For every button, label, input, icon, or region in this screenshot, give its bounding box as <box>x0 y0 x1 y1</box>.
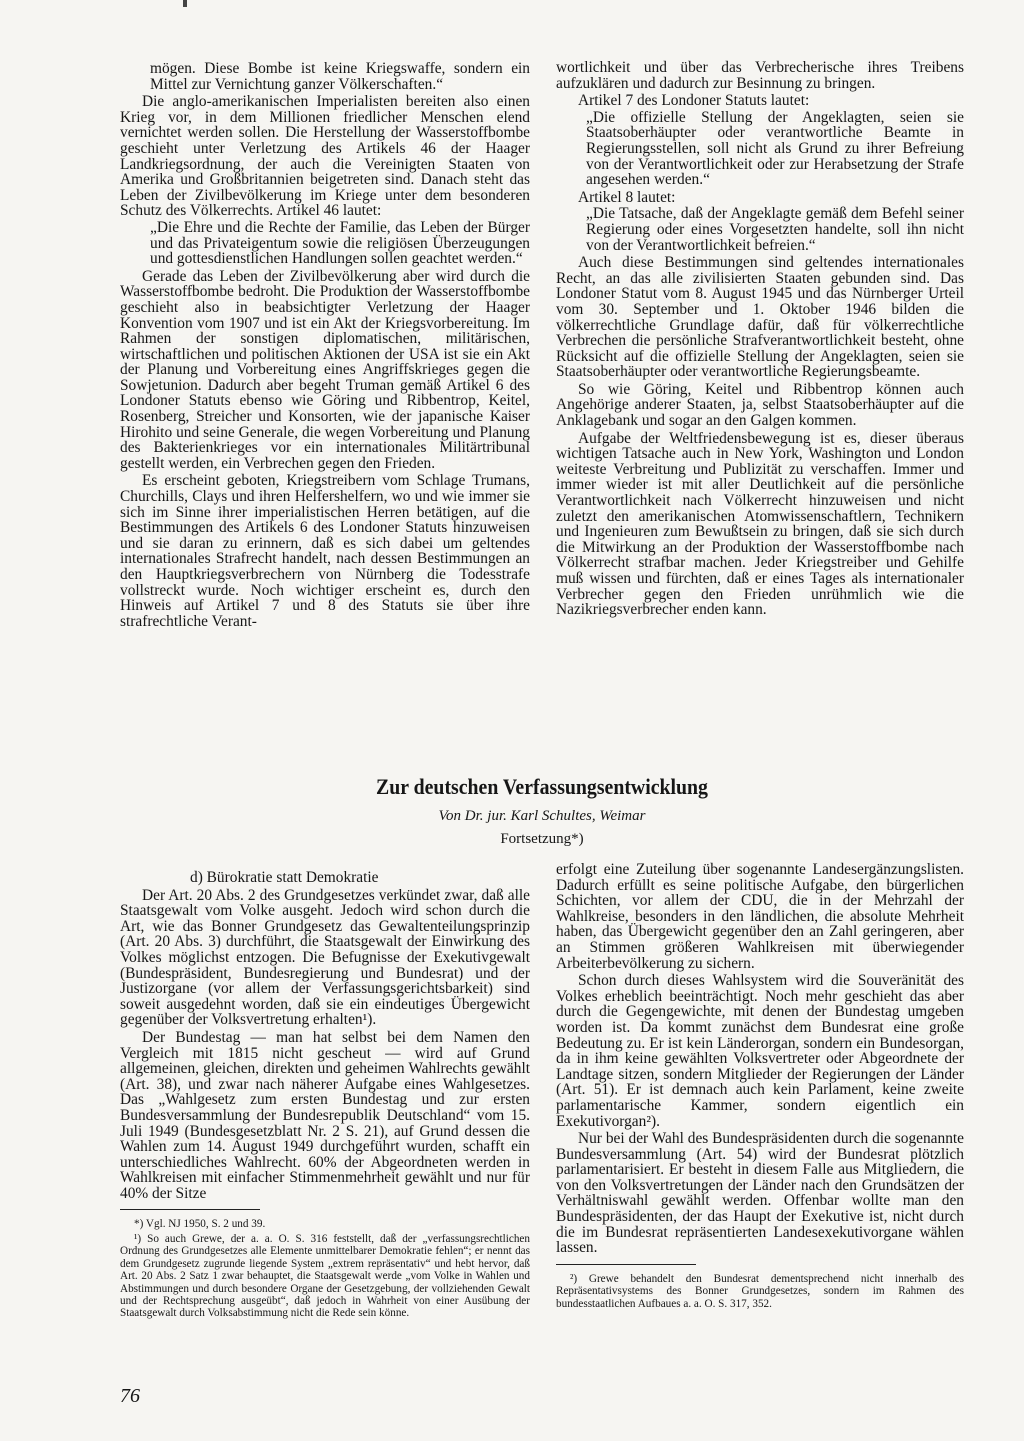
body-paragraph: Gerade das Leben der Zivilbevölkerung aber wird durch die Wasserstoffbombe bedroht. Die Produktion der Wasserstoffbombe geschieht also in beabsichtigter Verletzung der Haager Konvention vom 1907 und ist ein Akt der Kriegsvorbereitung. Im Rahmen der sonstigen diplomatischen, militärischen, wirtschaftlichen und politischen Aktionen der USA ist sie ein Akt der Planung und Vorbereitung eines Angriffskrieges gegen die Sowjetunion. Dadurch aber begeht Truman gemäß Artikel 6 des Londoner Statuts ebenso wie Göring und Ribbentrop, Keitel, Rosenberg, Streicher und Konsorten, wie der japanische Kaiser Hirohito und seine Generale, die wegen Vorbereitung und Planung des Bakterienkrieges vor ein internationales Militärtribunal gestellt werden, ein Verbrechen gegen den Frieden. <box>120 267 530 472</box>
quote-block: „Die Tatsache, daß der Angeklagte gemäß dem Befehl seiner Regierung oder eines Vorgesetzten handelte, soll ihn nicht von der Verantwortlichkeit befreien.“ <box>586 205 964 254</box>
article-title: Zur deutschen Verfassungsentwicklung <box>376 774 708 799</box>
continuation-note: Fortsetzung*) <box>500 831 584 847</box>
bottom-right-column <box>556 862 964 1310</box>
footnotes <box>556 1273 964 1310</box>
body-paragraph: Schon durch dieses Wahlsystem wird die Souveränität des Volkes erheblich beeinträchtigt. Noch mehr geschieht das aber durch die Gegengewichte, mit denen der Bundestag umgeben worden ist. Da kommt zunächst dem Bundesrat eine große Bedeutung zu. Er ist kein Länderorgan, sondern ein Bundesorgan, da in ihm keine gewählten Volksvertreter oder Abgeordnete der Landtage sitzen, sondern Mitglieder der Regierungen der Länder (Art. 51). Er ist demnach auch kein Parlament, keine zweite parlamentarische Kammer, sondern eigentlich ein Exekutivorgan²). <box>556 972 964 1130</box>
body-paragraph: Nur bei der Wahl des Bundespräsidenten durch die sogenannte Bundesversammlung (Art. 54) wird der Bundesrat plötzlich parlamentarisiert. Er besteht in diesem Falle aus Mitgliedern, die von den Volksvertretungen der Länder nach den Grundsätzen der Verhältniswahl gewählt werden. Offenbar wollte man den Bundespräsidenten, der das Haupt der Exekutive ist, nicht durch die im Bundesrat repräsentierten Landesexekutivorgane wählen lassen. <box>556 1130 964 1257</box>
footnote: *) Vgl. NJ 1950, S. 2 und 39. <box>134 1218 266 1231</box>
section-subheading: d) Bürokratie statt Demokratie <box>190 869 379 886</box>
page-number: 76 <box>120 1385 140 1407</box>
article-byline: Von Dr. jur. Karl Schultes, Weimar <box>438 808 646 824</box>
body-paragraph: Die anglo-amerikanischen Imperialisten bereiten also einen Krieg vor, in dem Millionen friedlicher Menschen elend vernichtet werden sollen. Die Herstellung der Wasserstoffbombe geschieht unter Verletzung des Artikels 46 der Haager Landkriegsordnung, der auch die Vereinigten Staaten von Amerika und Großbritannien beigetreten sind. Danach steht das Leben der Zivilbevölkerung im Kriege unter dem besonderen Schutz des Völkerrechts. Artikel 46 lautet: <box>120 93 530 220</box>
footnote: ¹) So auch Grewe, der a. a. O. S. 316 feststellt, daß der „verfassungsrechtlichen Ordnung des Grundgesetzes alle Elemente unmittelbarer Demokratie fehlen“; er nennt das dem Grundgesetz zugrunde liegende System „extrem repräsentativ“ und hebt hervor, daß Art. 20 Abs. 2 Satz 1 zwar behauptet, die Staatsgewalt werde „vom Volke in Wahlen und Abstimmungen und durch besondere Organe der Gesetzgebung, der vollziehenden Gewalt und der Rechtsprechung ausgeübt“, daß jedoch in Wahrheit von einer Ausübung der Staatsgewalt durch Volksabstimmung nicht die Rede sein könne. <box>120 1232 530 1320</box>
body-paragraph: Aufgabe der Weltfriedensbewegung ist es, dieser überaus wichtigen Tatsache auch in New York, Washington und London weiteste Verbreitung und Publizität zu verschaffen. Immer und immer wieder ist mit aller Deutlichkeit auf die persönliche Verantwortlichkeit nach Völkerrecht hinzuweisen und nicht zuletzt den amerikanischen Atomwissenschaftlern, Technikern und Ingenieuren zum Bewußtsein zu bringen, daß sie sich durch die Mitwirkung an der Produktion der Wasserstoffbombe nach Völkerrecht strafbar machen. Jeder Kriegstreiber und Gehilfe muß wissen und fürchten, daß er eines Tages als internationaler Verbrecher gegen den Frieden unrühmlich wie die Nazikriegsverbrecher enden kann. <box>556 429 964 619</box>
body-paragraph: wortlichkeit und über das Verbrecherische ihres Treibens aufzuklären und dadurch zur Besinnung zu bringen. <box>556 59 964 92</box>
quote-block: mögen. Diese Bombe ist keine Kriegswaffe, sondern ein Mittel zur Vernichtung ganzer Völkerschaften.“ <box>150 60 530 93</box>
top-left-column <box>120 60 530 629</box>
body-paragraph: Artikel 7 des Londoner Statuts lautet: <box>578 92 810 110</box>
body-paragraph: Auch diese Bestimmungen sind geltendes internationales Recht, an das alle zivilisierten Staaten gebunden sind. Das Londoner Statut vom 8. August 1945 und das Nürnberger Urteil vom 30. September und 1. Oktober 1946 bilden die völkerrechtliche Grundlage dafür, daß für völkerrechtliche Verbrechen die persönliche Strafverantwortlichkeit besteht, ohne Rücksicht auf die offizielle Stellung der Angeklagten, seien sie Staatsoberhäupter oder verantwortliche Regierungsbeamte. <box>556 254 964 381</box>
scan-mark <box>183 0 187 7</box>
top-right-column <box>556 60 964 618</box>
bottom-left-column <box>120 870 530 1320</box>
body-paragraph: erfolgt eine Zuteilung über sogenannte Landesergänzungslisten. Dadurch erfüllt es seine politische Aufgabe, den bürgerlichen Schichten, vor allem der CDU, die in der Mehrzahl der Wahlkreise, besonders in den ländlichen, die absolute Mehrheit haben, das Übergewicht gegenüber den an Zahl geringeren, aber an Stimmen größeren Wahlkreisen mit überwiegender Arbeiterbevölkerung zu sichern. <box>556 861 964 972</box>
footnote-divider <box>120 1209 260 1210</box>
footnote-divider <box>556 1264 696 1265</box>
quote-block: „Die offizielle Stellung der Angeklagten, seien sie Staatsoberhäupter oder verantwortliche Beamte in Regierungsstellen, soll nicht als Grund zu ihrer Befreiung von der Verantwortlichkeit oder zur Herabsetzung der Strafe angesehen werden.“ <box>586 108 964 189</box>
body-paragraph: Es erscheint geboten, Kriegstreibern vom Schlage Trumans, Churchills, Clays und ihren Helfershelfern, wo und wie immer sie sich im Sinne ihrer imperialistischen Herren betätigen, auf die Bestimmungen des Artikels 6 des Londoner Statuts hinzuweisen und sie daran zu erinnern, daß es sich dabei um geltendes internationales Strafrecht handelt, nach dessen Bestimmungen an den Hauptkriegsverbrechern von Nürnberg die Todesstrafe vollstreckt wurde. Noch wichtiger erscheint es, durch den Hinweis auf Artikel 7 und 8 des Statuts sie über ihre strafrechtliche Verant- <box>120 472 530 630</box>
body-paragraph: So wie Göring, Keitel und Ribbentrop können auch Angehörige anderer Staaten, ja, selbst Staatsoberhäupter auf die Anklagebank und sogar an den Galgen kommen. <box>556 380 964 430</box>
body-paragraph: Artikel 8 lautet: <box>578 188 676 206</box>
footnotes <box>120 1218 530 1319</box>
quote-block: „Die Ehre und die Rechte der Familie, das Leben der Bürger und das Privateigentum sowie die religiösen Überzeugungen und gottesdienstlichen Handlungen sollen geachtet werden.“ <box>150 218 530 268</box>
body-paragraph: Der Bundestag — man hat selbst bei dem Namen den Vergleich mit 1815 nicht gescheut — wird auf Grund allgemeinen, gleichen, direkten und geheimen Wahlrechts gewählt (Art. 38), und zwar nach näherer Aufgabe eines Wahlgesetzes. Das „Wahlgesetz zum ersten Bundestag und zur ersten Bundesversammlung der Bundesrepublik Deutschland“ vom 15. Juli 1949 (Bundesgesetzblatt Nr. 2 S. 21), auf Grund dessen die Wahlen zum 14. August 1949 durchgeführt wurden, schafft ein unterschiedliches Wahlrecht. 60% der Abgeordneten werden in Wahlkreisen mit einfacher Stimmenmehrheit gewählt und nur für 40% der Sitze <box>120 1028 530 1202</box>
footnote: ²) Grewe behandelt den Bundesrat dementsprechend nicht innerhalb des Repräsentativsystems des Bonner Grundgesetzes, sondern im Rahmen des bundesstaatlichen Aufbaues a. a. O. S. 317, 352. <box>556 1272 964 1310</box>
body-paragraph: Der Art. 20 Abs. 2 des Grundgesetzes verkündet zwar, daß alle Staatsgewalt vom Volke ausgeht. Jedoch wird schon durch die Art, wie das Bonner Grundgesetz das Gewaltenteilungsprinzip (Art. 20 Abs. 3) durchführt, die Staatsgewalt der Einwirkung des Volkes möglichst entzogen. Die Befugnisse der Exekutivgewalt (Bundespräsident, Bundesregierung und Bundesrat) und der Justizorgane (vor allem der Verfassungsgerichtsbarkeit) sind soweit ausgedehnt worden, daß sie ein eindeutiges Übergewicht gegenüber der Volksvertretung erhalten¹). <box>120 886 530 1029</box>
